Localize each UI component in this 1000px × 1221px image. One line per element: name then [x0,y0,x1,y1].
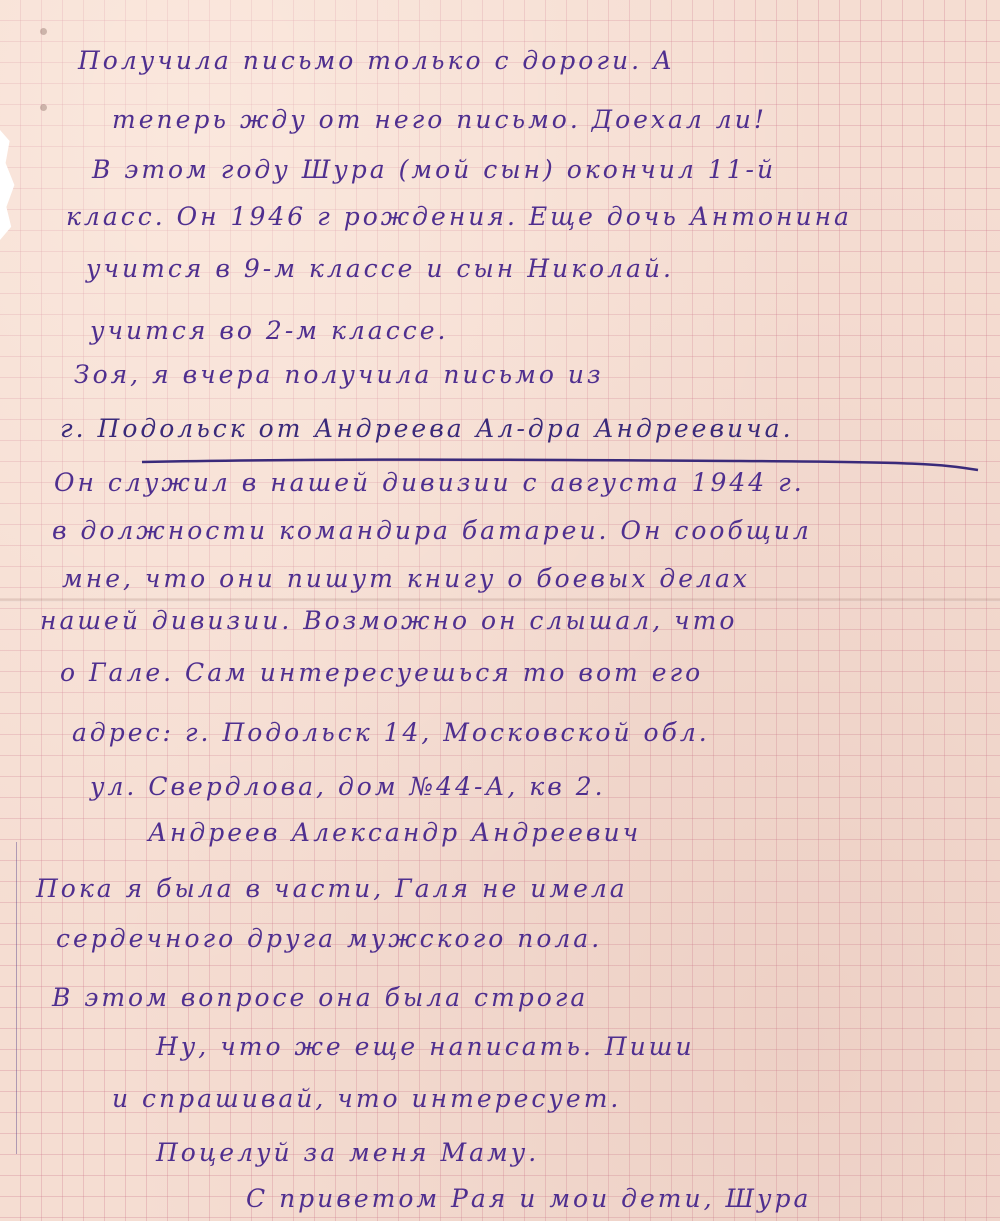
letter-line: С приветом Рая и мои дети, Шура [246,1184,812,1213]
letter-line: класс. Он 1946 г рождения. Еще дочь Антонина [66,202,852,231]
letter-line: В этом вопросе она была строга [52,983,589,1012]
letter-line: Андреев Александр Андреевич [148,818,642,847]
letter-line: мне, что они пишут книгу о боевых делах [62,564,750,593]
letter-line: Получила письмо только с дороги. А [78,46,675,75]
letter-line: теперь жду от него письмо. Доехал ли! [112,105,767,134]
letter-line: Ну, что же еще написать. Пиши [156,1032,695,1061]
margin-pencil-line [16,842,17,1154]
letter-line: ул. Свердлова, дом №44-А, кв 2. [90,772,606,801]
punch-hole [40,28,47,35]
letter-line: Зоя, я вчера получила письмо из [74,360,604,389]
letter-line: в должности командира батареи. Он сообщил [52,516,812,545]
letter-line: сердечного друга мужского пола. [56,924,603,953]
letter-line: и спрашивай, что интересует. [112,1084,622,1113]
torn-edge [0,130,16,240]
punch-hole [40,104,47,111]
letter-line: учится в 9-м классе и сын Николай. [86,254,674,283]
letter-line: нашей дивизии. Возможно он слышал, что [40,606,738,635]
letter-line: В этом году Шура (мой сын) окончил 11-й [92,155,777,184]
letter-line: о Гале. Сам интересуешься то вот его [60,658,704,687]
letter-line: Поцелуй за меня Маму. [156,1138,540,1167]
letter-line: Пока я была в части, Галя не имела [36,874,628,903]
letter-line: г. Подольск от Андреева Ал-дра Андреевича. [60,414,794,443]
letter-line: учится во 2-м классе. [90,316,449,345]
letter-line: адрес: г. Подольск 14, Московской обл. [72,718,710,747]
letter-line: Он служил в нашей дивизии с августа 1944 г. [54,468,805,497]
paper-fold [0,598,1000,602]
